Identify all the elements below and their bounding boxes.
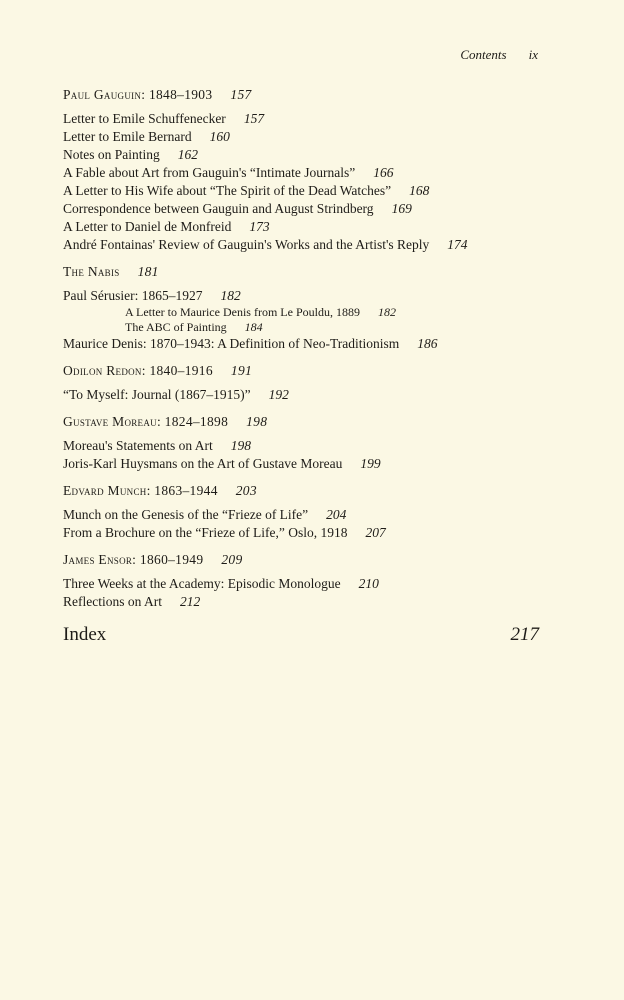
toc-entry [63,437,543,455]
toc-entry [63,593,543,611]
running-head [460,47,538,63]
toc-section [63,482,543,542]
entry-title: A Fable about Art from Gauguin's “Intimate Journals” [63,165,356,180]
entry-title: Paul Sérusier: 1865–1927 [63,288,203,303]
entry-title: From a Brochure on the “Frieze of Life,” Oslo, 1918 [63,525,348,540]
section-heading-text: James Ensor: 1860–1949 [63,552,204,567]
section-page-number: 198 [246,414,268,429]
running-head-page-number: ix [528,47,538,62]
running-head-title: Contents [460,47,507,62]
entry-title: Moreau's Statements on Art [63,438,213,453]
entry-title: A Letter to Maurice Denis from Le Pouldu, 1889 [125,305,360,319]
entry-title: Three Weeks at the Academy: Episodic Monologue [63,576,341,591]
toc-subentry [63,320,543,335]
section-page-number: 157 [230,87,252,102]
entry-title: Munch on the Genesis of the “Frieze of Life” [63,507,309,522]
toc-entry [63,287,543,305]
toc-section [63,263,543,353]
entry-page-number: 210 [358,576,379,591]
table-of-contents [63,86,543,620]
toc-entry [63,200,543,218]
entry-title: André Fontainas' Review of Gauguin's Works and the Artist's Reply [63,237,430,252]
section-heading-text: Edvard Munch: 1863–1944 [63,483,218,498]
entry-title: A Letter to Daniel de Monfreid [63,219,232,234]
section-heading [63,263,543,281]
entry-page-number: 199 [360,456,381,471]
entry-page-number: 207 [365,525,386,540]
entry-page-number: 204 [326,507,347,522]
entry-title: Maurice Denis: 1870–1943: A Definition of Neo-Traditionism [63,336,400,351]
toc-entry [63,164,543,182]
toc-entry [63,524,543,542]
toc-entry [63,506,543,524]
section-heading [63,482,543,500]
entry-title: Correspondence between Gauguin and August Strindberg [63,201,374,216]
entry-page-number: 168 [409,183,430,198]
entry-title: Letter to Emile Bernard [63,129,192,144]
entry-page-number: 182 [220,288,241,303]
entry-page-number: 169 [391,201,412,216]
toc-entry [63,146,543,164]
entry-page-number: 182 [377,305,396,319]
toc-section [63,86,543,254]
section-heading-text: Paul Gauguin: 1848–1903 [63,87,213,102]
entry-title: Joris-Karl Huysmans on the Art of Gustave Moreau [63,456,343,471]
entry-title: Reflections on Art [63,594,162,609]
section-heading [63,551,543,569]
entry-page-number: 212 [179,594,201,609]
toc-entry [63,455,543,473]
section-heading-text: Odilon Redon: 1840–1916 [63,363,213,378]
toc-subentry [63,305,543,320]
section-page-number: 209 [221,552,243,567]
index-page-number: 217 [510,624,539,645]
toc-entry [63,236,543,254]
entry-page-number: 186 [417,336,438,351]
entry-page-number: 174 [447,237,468,252]
entry-title: Letter to Emile Schuffenecker [63,111,226,126]
toc-entry [63,218,543,236]
section-heading [63,413,543,431]
toc-section [63,413,543,473]
entry-title: Notes on Painting [63,147,160,162]
section-page-number: 191 [230,363,253,378]
entry-page-number: 162 [177,147,198,162]
section-heading-text: Gustave Moreau: 1824–1898 [63,414,229,429]
entry-page-number: 166 [373,165,394,180]
entry-page-number: 184 [244,320,263,334]
toc-entry [63,110,543,128]
index-label: Index [63,624,107,645]
entry-title: A Letter to His Wife about “The Spirit of the Dead Watches” [63,183,392,198]
index-entry [63,624,539,646]
section-heading-text: The Nabis [63,264,120,279]
entry-title: The ABC of Painting [125,320,227,334]
toc-entry [63,182,543,200]
section-page-number: 181 [137,264,159,279]
section-heading [63,362,543,380]
toc-section [63,551,543,611]
toc-entry [63,575,543,593]
toc-entry [63,335,543,353]
toc-section [63,362,543,404]
entry-page-number: 157 [243,111,265,126]
entry-page-number: 160 [209,129,230,144]
section-heading [63,86,543,104]
toc-entry [63,128,543,146]
entry-page-number: 198 [230,438,252,453]
entry-title: “To Myself: Journal (1867–1915)” [63,387,251,402]
section-page-number: 203 [235,483,257,498]
toc-entry [63,386,543,404]
entry-page-number: 173 [249,219,270,234]
entry-page-number: 192 [268,387,289,402]
